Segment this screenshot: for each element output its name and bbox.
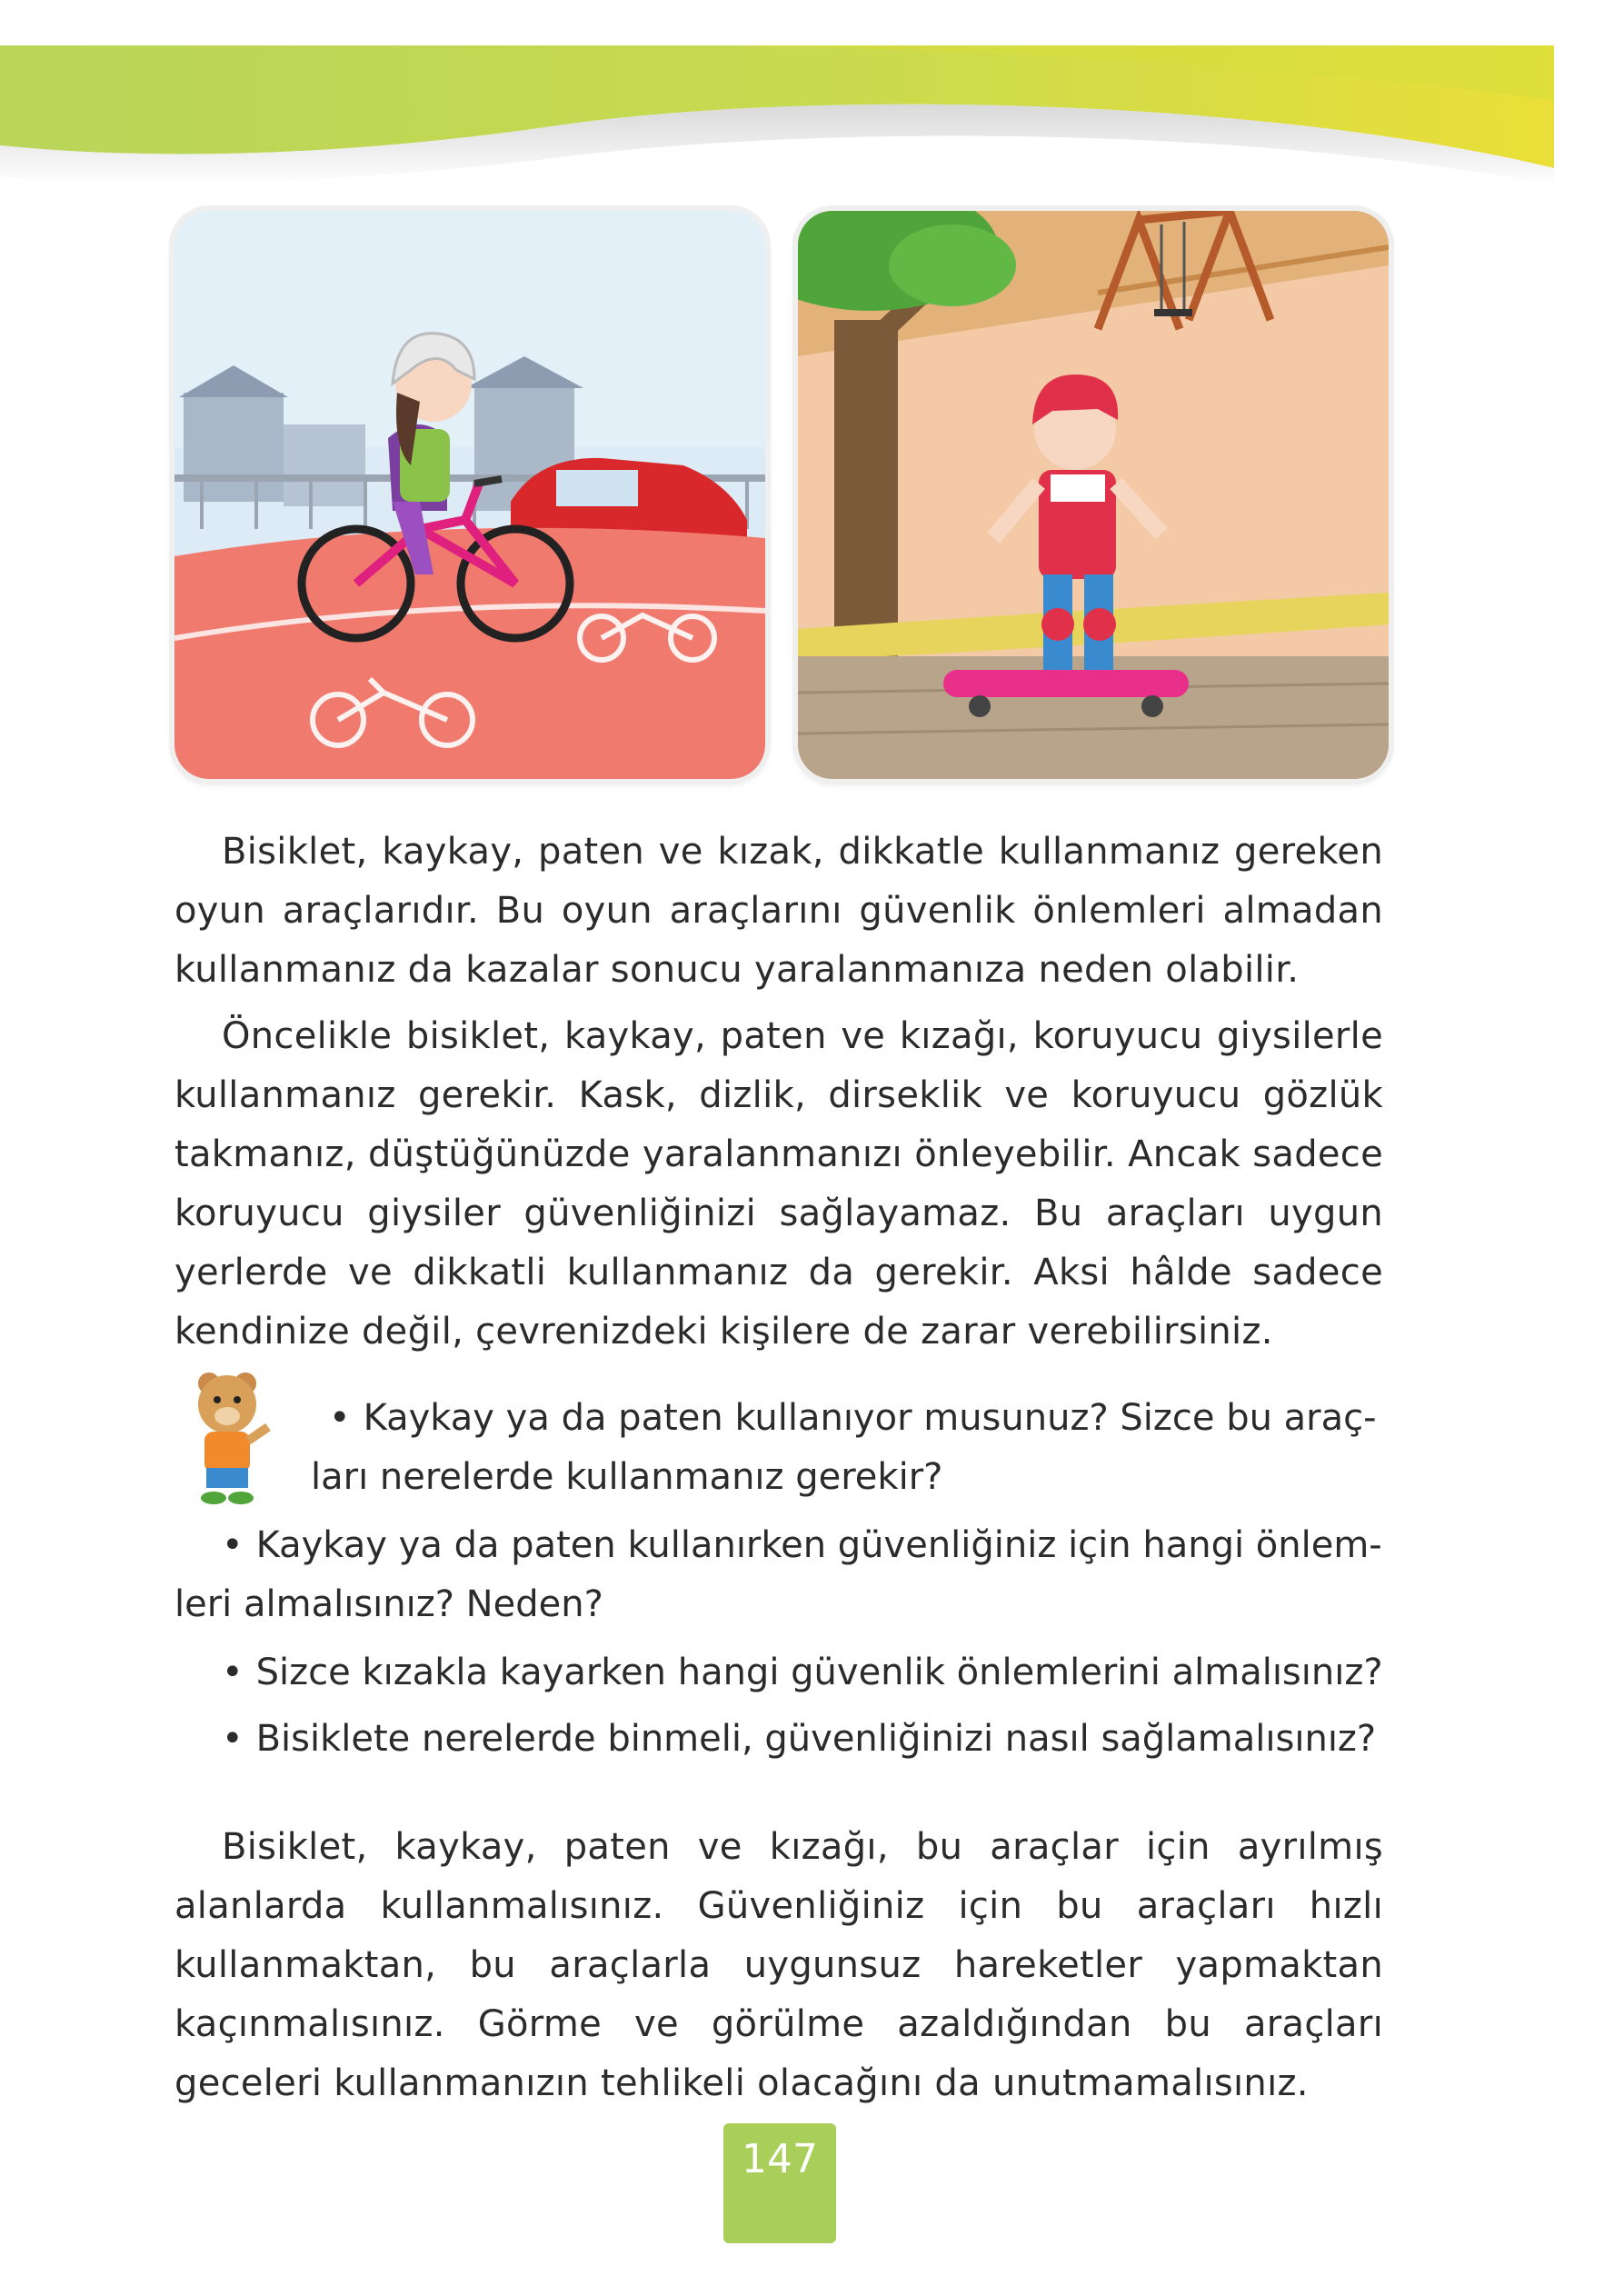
bicycle-illustration bbox=[174, 211, 765, 779]
question-item-2 bbox=[174, 1516, 1383, 1634]
paragraph-safe-usage bbox=[174, 1818, 1383, 2113]
bullet: • bbox=[222, 1524, 244, 1566]
question-1-line-1 bbox=[329, 1389, 1383, 1448]
question-1-text-line-2: ları nerelerde kullanmanız gerekir? bbox=[311, 1456, 943, 1498]
question-list bbox=[174, 1389, 1383, 1769]
question-item-1 bbox=[174, 1389, 1383, 1507]
question-item-4 bbox=[174, 1710, 1383, 1769]
paragraph-protective-gear-text: Öncelikle bisiklet, kaykay, paten ve kızağı, koruyucu giysilerle kullanmanız gerekir. Kask, dizlik, dirseklik ve koruyucu gözlük takmanız, düştüğünüzde yaralanmanızı önleyebilir. Ancak sadece koruyucu giysiler güvenliğinizi sağlayamaz. Bu araçları uygun yerlerde ve dikkatli kullanmanız da gerekir. Aksi hâlde sadece kendinize değil, çevrenizdeki kişilere de zarar verebilirsiniz. bbox=[174, 1015, 1383, 1353]
page-number-badge bbox=[723, 2123, 836, 2243]
bullet: • bbox=[222, 1652, 244, 1693]
paragraph-protective-gear bbox=[174, 1007, 1383, 1362]
paragraph-safe-usage-text: Bisiklet, kaykay, paten ve kızağı, bu araçlar için ayrılmış alanlarda kullanmalısınız. Güvenliğiniz için bu araçları hızlı kullanmaktan, bu araçlarla uygunsuz hareketler yapmaktan kaçınmalısınız. Görme ve görülme azaldığından bu araçları geceleri kullanmanızın tehlikeli olacağını da unutmamalısınız. bbox=[174, 1826, 1383, 2104]
page-number: 147 bbox=[742, 2136, 818, 2182]
question-1-text-line-1: Kaykay ya da paten kullanıyor musunuz? Sizce bu araç- bbox=[363, 1397, 1377, 1439]
question-item-3 bbox=[174, 1643, 1383, 1702]
question-2-text-line-2: leri almalısınız? Neden? bbox=[174, 1583, 603, 1625]
skateboard-illustration bbox=[798, 211, 1389, 779]
question-2-line-1 bbox=[174, 1516, 1383, 1575]
bullet: • bbox=[329, 1397, 351, 1439]
question-4-text: Bisiklete nerelerde binmeli, güvenliğinizi nasıl sağlamalısınız? bbox=[255, 1718, 1377, 1760]
question-2-text-line-1: Kaykay ya da paten kullanırken güvenliğiniz için hangi önlem- bbox=[255, 1524, 1382, 1566]
question-3-text: Sizce kızakla kayarken hangi güvenlik önlemlerini almalısınız? bbox=[255, 1652, 1383, 1693]
bullet: • bbox=[222, 1718, 244, 1760]
header-banner bbox=[0, 0, 1624, 209]
paragraph-intro bbox=[174, 823, 1383, 1000]
paragraph-intro-text: Bisiklet, kaykay, paten ve kızak, dikkatle kullanmanız gereken oyun araçlarıdır. Bu oyun araçlarını güvenlik önlemleri almadan kullanmanız da kazalar sonucu yaralanmanıza neden olabilir. bbox=[174, 831, 1383, 991]
